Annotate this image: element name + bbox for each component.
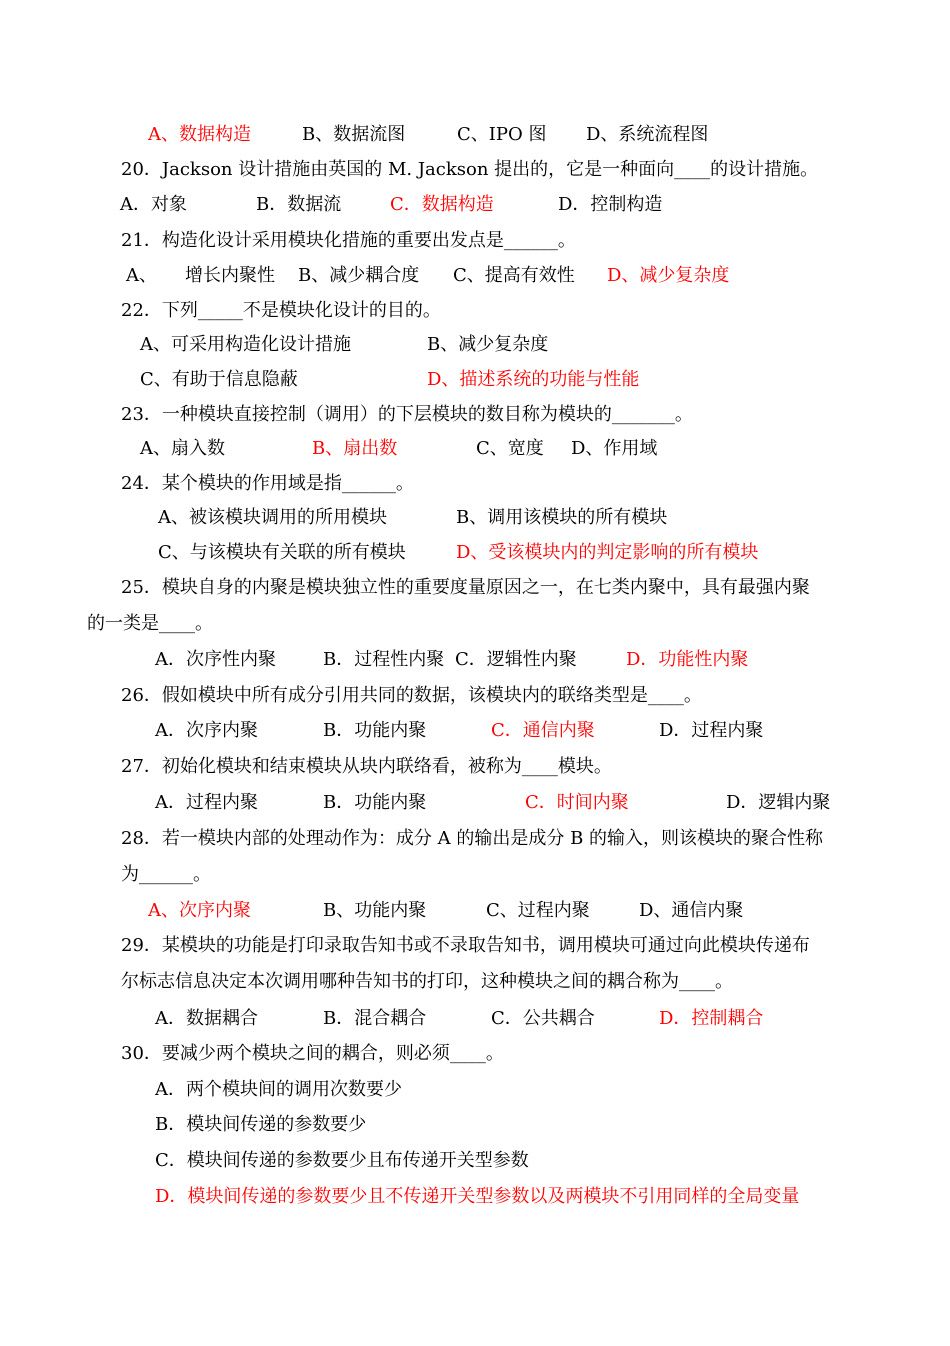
q30-stem: 30．要减少两个模块之间的耦合，则必须____。 [121,1043,504,1064]
q29-option-d: D．控制耦合 [659,1008,764,1029]
q23-option-d: D、作用域 [571,438,658,459]
q20-option-b: B．数据流 [256,194,342,215]
q20-stem: 20．Jackson 设计措施由英国的 M. Jackson 提出的，它是一种面向____的设计措施。 [121,159,819,180]
q19-option-d: D、系统流程图 [586,124,709,145]
q23-option-c: C、宽度 [476,438,544,459]
q30-option-b: B．模块间传递的参数要少 [155,1114,367,1135]
q21-option-c: C、提高有效性 [453,265,575,286]
q27-stem: 27．初始化模块和结束模块从块内联络看，被称为____模块。 [121,756,612,777]
q28-option-d: D、通信内聚 [639,900,744,921]
q22-option-d: D、描述系统的功能与性能 [427,369,640,390]
q19-option-c: C、IPO 图 [457,124,547,145]
q22-option-c: C、有助于信息隐蔽 [140,369,298,390]
q22-stem: 22．下列_____不是模块化设计的目的。 [121,300,441,321]
q21-option-b: B、减少耦合度 [298,265,420,286]
q24-option-d: D、受该模块内的判定影响的所有模块 [456,542,759,563]
q28-option-a: A、次序内聚 [148,900,251,921]
q23-option-a: A、扇入数 [140,438,225,459]
q20-option-d: D．控制构造 [558,194,663,215]
q29-stem-line1: 29．某模块的功能是打印录取告知书或不录取告知书，调用模块可通过向此模块传递布 [121,935,810,956]
q30-option-a: A．两个模块间的调用次数要少 [155,1079,402,1100]
q25-option-d: D．功能性内聚 [626,649,749,670]
q24-option-a: A、被该模块调用的所用模块 [158,507,387,528]
q25-option-c: C．逻辑性内聚 [455,649,577,670]
q27-option-d: D．逻辑内聚 [726,792,831,813]
q23-option-b: B、扇出数 [312,438,398,459]
q25-option-b: B．过程性内聚 [323,649,445,670]
q27-option-a: A．过程内聚 [155,792,258,813]
q27-option-b: B．功能内聚 [323,792,427,813]
q23-stem: 23．一种模块直接控制（调用）的下层模块的数目称为模块的_______。 [121,404,693,425]
q26-option-d: D．过程内聚 [659,720,764,741]
q22-option-b: B、减少复杂度 [427,334,549,355]
q28-stem-line1: 28．若一模块内部的处理动作为：成分 A 的输出是成分 B 的输入，则该模块的聚合性称 [121,828,824,849]
q27-option-c: C．时间内聚 [525,792,629,813]
q25-stem-line1: 25．模块自身的内聚是模块独立性的重要度量原因之一，在七类内聚中，具有最强内聚 [121,577,810,598]
q24-option-c: C、与该模块有关联的所有模块 [158,542,406,563]
q28-option-b: B、功能内聚 [323,900,427,921]
q29-option-c: C．公共耦合 [491,1008,595,1029]
q30-option-d: D．模块间传递的参数要少且不传递开关型参数以及两模块不引用同样的全局变量 [155,1186,800,1207]
q29-option-a: A．数据耦合 [155,1008,258,1029]
q19-option-a: A、数据构造 [148,124,251,145]
q21-option-a-letter: A、 [126,265,157,286]
q25-stem-line2: 的一类是____。 [87,613,213,634]
q26-stem: 26．假如模块中所有成分引用共同的数据，该模块内的联络类型是____。 [121,685,702,706]
q29-option-b: B．混合耦合 [323,1008,427,1029]
q21-option-d: D、减少复杂度 [607,265,730,286]
q30-option-c: C．模块间传递的参数要少且布传递开关型参数 [155,1150,529,1171]
q28-option-c: C、过程内聚 [486,900,590,921]
q26-option-b: B．功能内聚 [323,720,427,741]
q20-option-c: C．数据构造 [390,194,494,215]
q29-stem-line2: 尔标志信息决定本次调用哪种告知书的打印，这种模块之间的耦合称为____。 [121,971,733,992]
q19-option-b: B、数据流图 [302,124,406,145]
q24-stem: 24．某个模块的作用域是指______。 [121,473,414,494]
q22-option-a: A、可采用构造化设计措施 [140,334,351,355]
q24-option-b: B、调用该模块的所有模块 [456,507,668,528]
q21-stem: 21．构造化设计采用模块化措施的重要出发点是______。 [121,230,576,251]
q20-option-a: A．对象 [120,194,187,215]
q21-option-a-text: 增长内聚性 [185,265,275,286]
q26-option-a: A．次序内聚 [155,720,258,741]
q28-stem-line2: 为______。 [121,864,211,885]
q25-option-a: A．次序性内聚 [155,649,276,670]
q26-option-c: C．通信内聚 [491,720,595,741]
